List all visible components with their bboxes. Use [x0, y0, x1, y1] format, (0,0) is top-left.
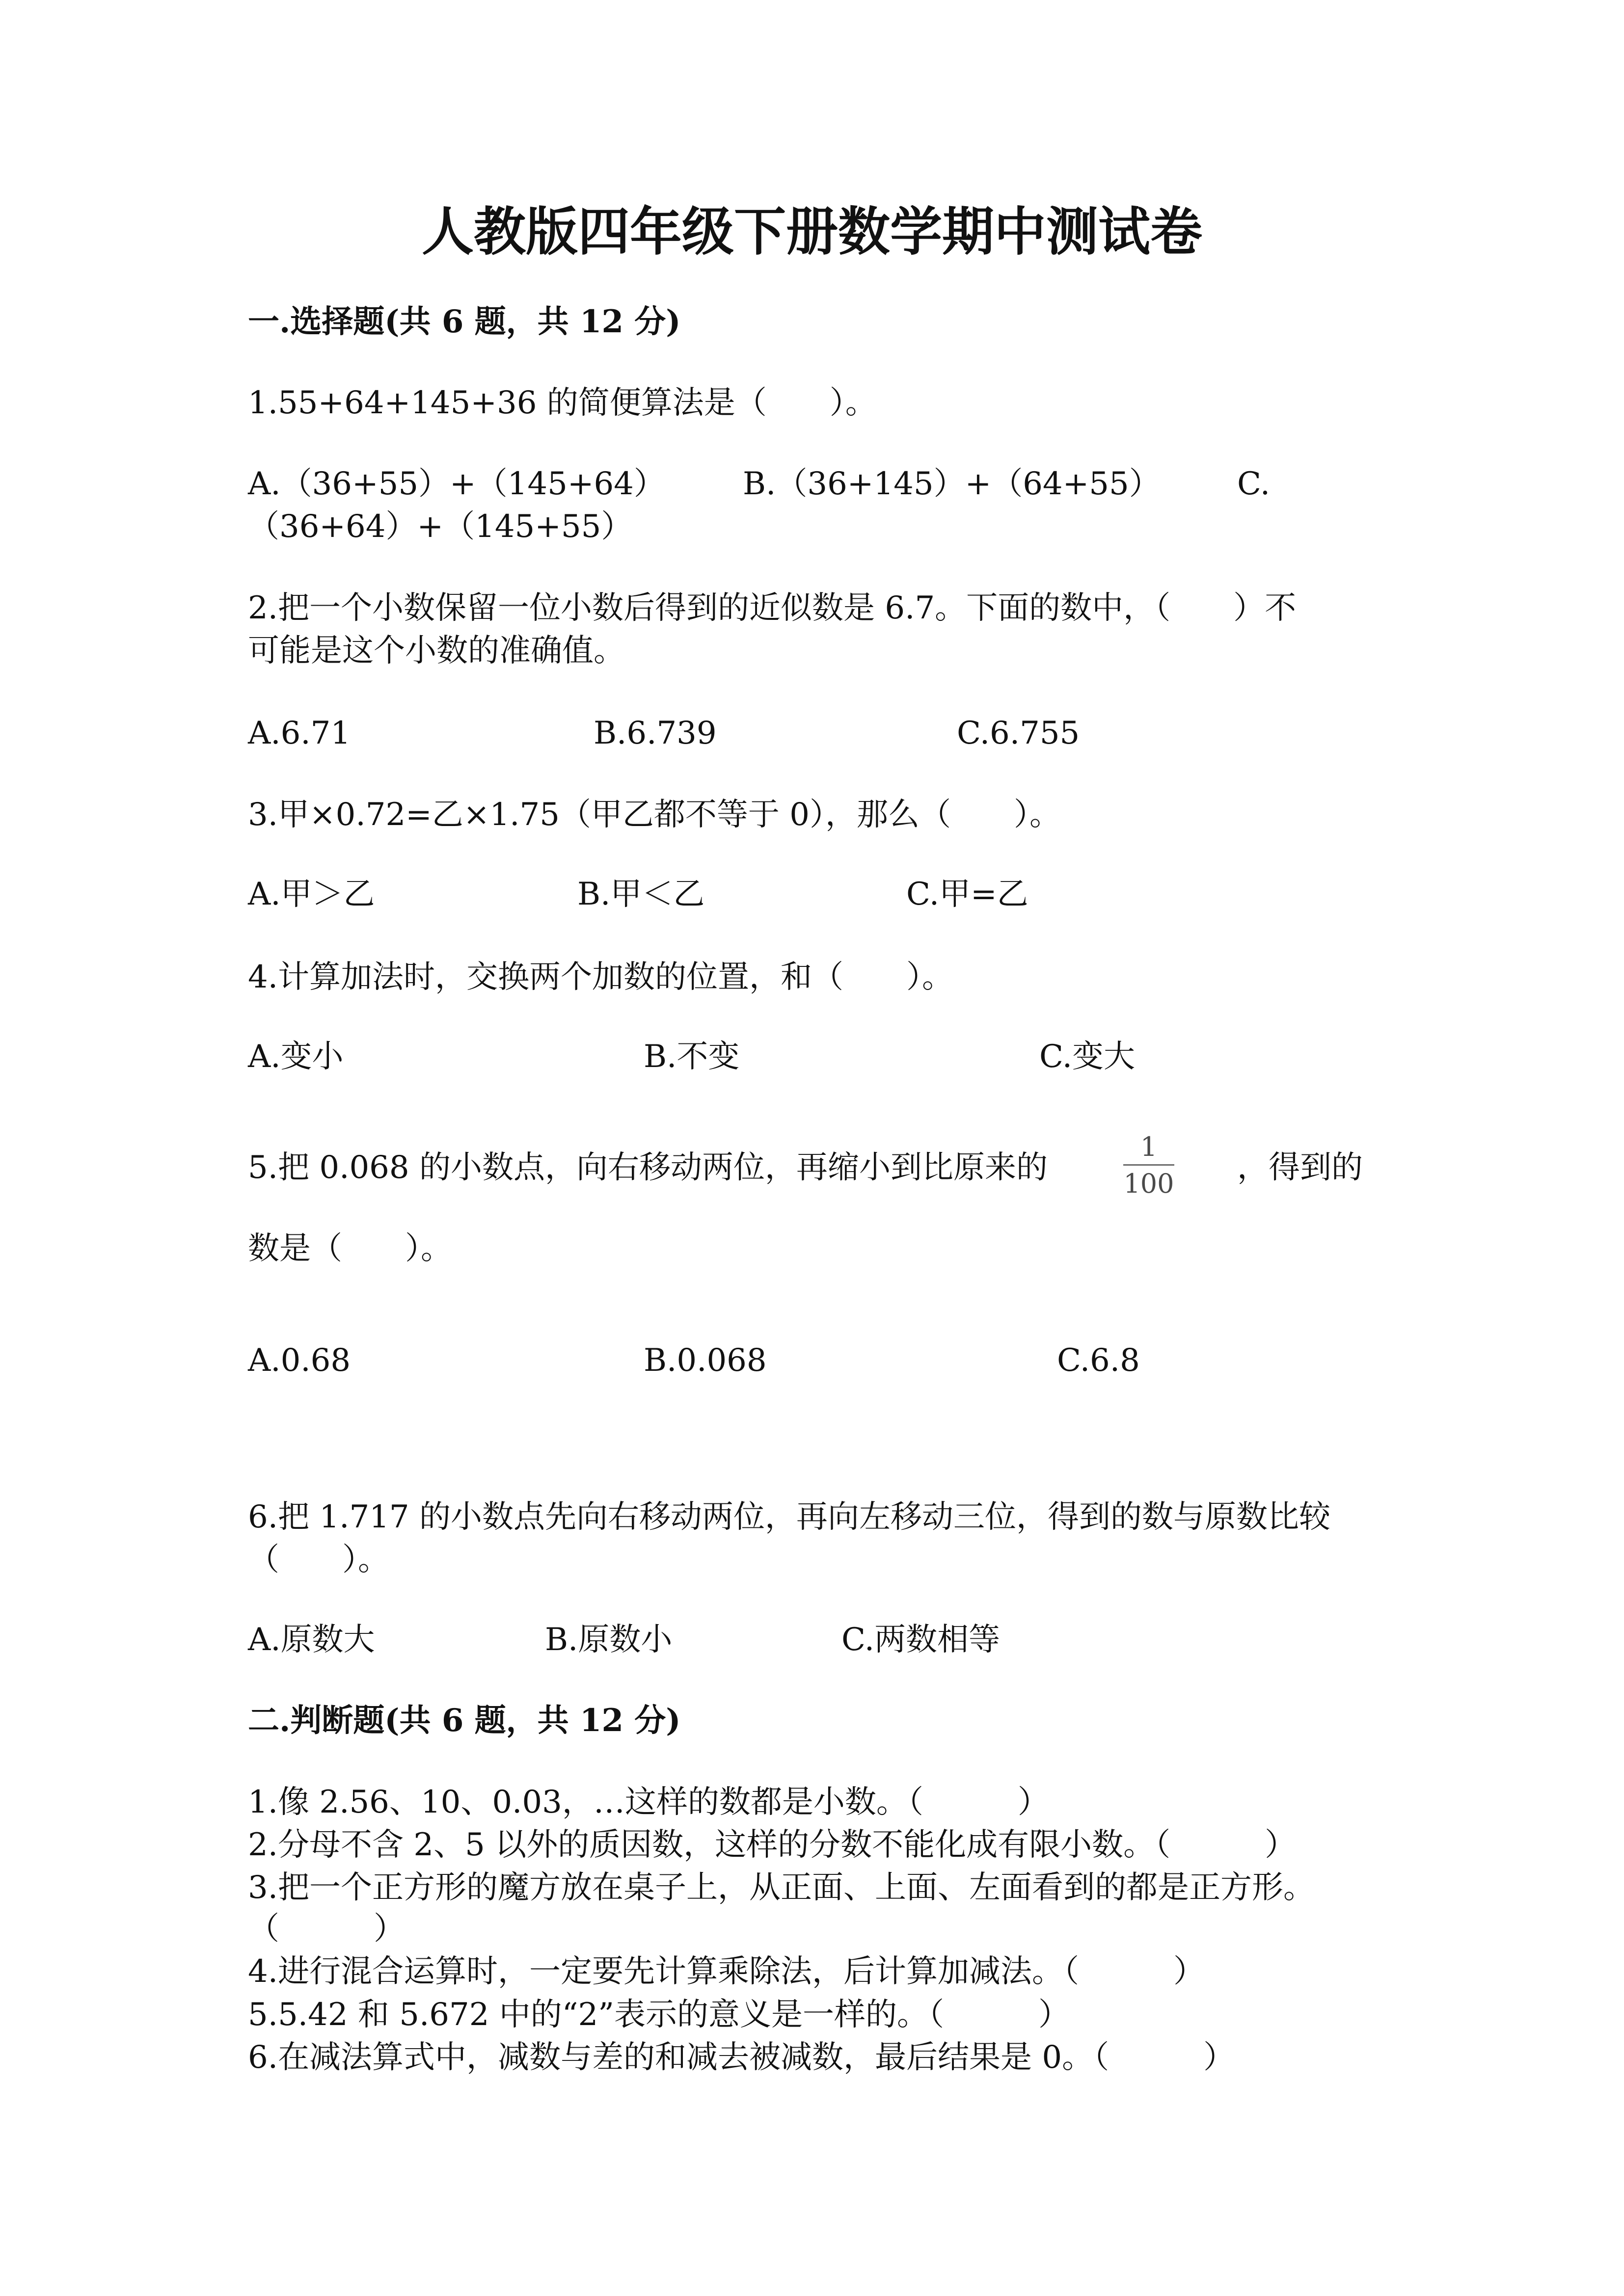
fraction-numerator: 1: [1140, 1131, 1158, 1162]
fraction-bar: [1123, 1164, 1174, 1166]
choice-q2-option-a: A.6.71: [248, 715, 351, 751]
judge-section-heading: 二.判断题(共 6 题，共 12 分): [248, 1702, 681, 1739]
choice-q2-option-c: C.6.755: [957, 715, 1080, 751]
choice-q3-option-a: A.甲＞乙: [248, 876, 375, 912]
choice-q1-option-c: C.: [1237, 466, 1271, 502]
fraction-one-hundredth: [1120, 1132, 1177, 1199]
choice-q2-option-b: B.6.739: [594, 715, 717, 751]
choice-q1-stem: 1.55+64+145+36 的简便算法是（ ）。: [248, 385, 877, 421]
judge-q1: 1.像 2.56、10、0.03，…这样的数都是小数。（ ）: [248, 1784, 1049, 1820]
choice-q1-option-a: A.（36+55）+（145+64）: [248, 466, 665, 502]
choice-q2-stem-line2: 可能是这个小数的准确值。: [248, 633, 625, 669]
choice-q5-option-c: C.6.8: [1057, 1342, 1140, 1379]
choice-section-heading: 一.选择题(共 6 题，共 12 分): [248, 303, 681, 340]
choice-q6-option-a: A.原数大: [248, 1622, 375, 1658]
judge-q3-line2: （ ）: [248, 1911, 405, 1947]
choice-q3-stem: 3.甲×0.72=乙×1.75（甲乙都不等于 0），那么（ ）。: [248, 797, 1061, 833]
choice-q3-option-b: B.甲＜乙: [577, 876, 705, 912]
choice-q3-option-c: C.甲=乙: [906, 876, 1029, 912]
choice-q2-stem-line1: 2.把一个小数保留一位小数后得到的近似数是 6.7。下面的数中，（ ）不: [248, 590, 1297, 626]
choice-q5-option-b: B.0.068: [644, 1342, 767, 1379]
choice-q5-stem-line1: 5.把 0.068 的小数点，向右移动两位，再缩小到比原来的: [248, 1149, 1048, 1186]
choice-q1-option-c-continued: （36+64）+（145+55）: [248, 508, 633, 545]
choice-q4-option-b: B.不变: [644, 1039, 740, 1075]
judge-q2: 2.分母不含 2、5 以外的质因数，这样的分数不能化成有限小数。（ ）: [248, 1827, 1297, 1863]
judge-q4: 4.进行混合运算时，一定要先计算乘除法，后计算加减法。（ ）: [248, 1953, 1205, 1990]
choice-q6-option-b: B.原数小: [545, 1622, 673, 1658]
choice-q5-stem-tail: ，得到的: [1237, 1149, 1363, 1186]
judge-q6: 6.在减法算式中，减数与差的和减去被减数，最后结果是 0。（ ）: [248, 2039, 1235, 2076]
choice-q4-stem: 4.计算加法时，交换两个加数的位置，和（ ）。: [248, 959, 954, 995]
choice-q4-option-a: A.变小: [248, 1039, 344, 1075]
choice-q1-option-b: B.（36+145）+（64+55）: [743, 466, 1161, 502]
choice-q6-option-c: C.两数相等: [841, 1622, 1001, 1658]
judge-q3-line1: 3.把一个正方形的魔方放在桌子上，从正面、上面、左面看到的都是正方形。: [248, 1869, 1315, 1906]
choice-q5-option-a: A.0.68: [248, 1342, 351, 1379]
choice-q6-stem-line1: 6.把 1.717 的小数点先向右移动两位，再向左移动三位，得到的数与原数比较: [248, 1499, 1330, 1535]
choice-q4-option-c: C.变大: [1039, 1039, 1136, 1075]
choice-q6-stem-line2: （ ）。: [248, 1542, 389, 1578]
choice-q5-stem-line2: 数是（ ）。: [248, 1230, 452, 1267]
page-title: 人教版四年级下册数学期中测试卷: [422, 201, 1202, 262]
fraction-denominator: 100: [1123, 1168, 1174, 1199]
judge-q5: 5.5.42 和 5.672 中的“2”表示的意义是一样的。（ ）: [248, 1997, 1070, 2033]
